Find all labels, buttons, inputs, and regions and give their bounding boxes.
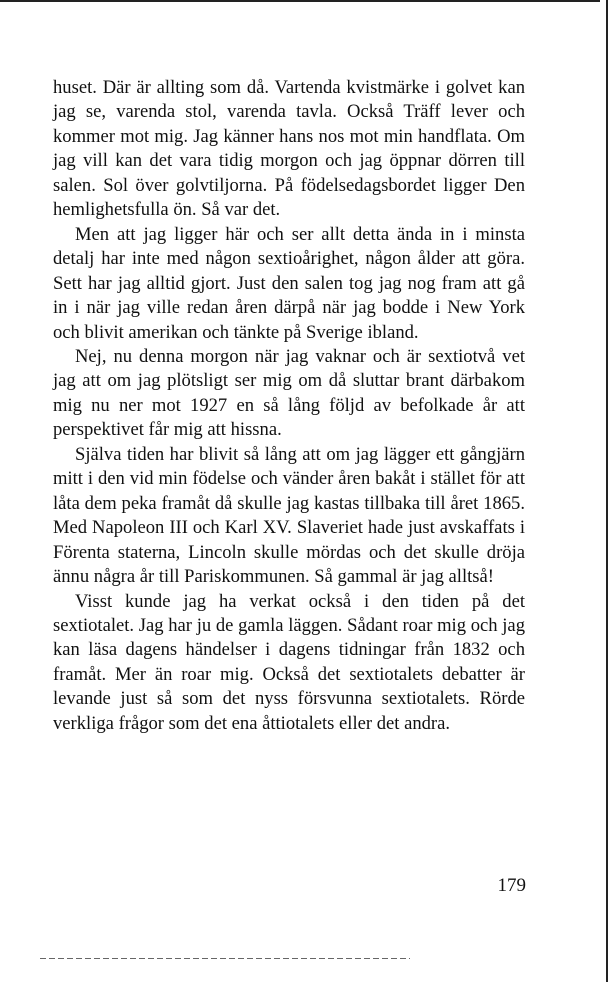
paragraph-5: Visst kunde jag ha verkat också i den tiden på det sextiotalet. Jag har ju de gamla läggen. Sådant roar mig och jag kan läsa dagens händelser i dagens tidningar från 1832 och framåt. Mer än roar mig. Också det sextiotalets debatter är levande just så som det nyss försvunna sextiotalets. Rörde verkliga frågor som det ena åttiotalets eller det andra. <box>53 590 525 734</box>
scan-bottom-artifact <box>40 958 410 959</box>
body-text <box>53 76 525 736</box>
paragraph-1: huset. Där är allting som då. Vartenda kvistmärke i golvet kan jag se, varenda stol, varenda tavla. Också Träff lever och kommer mot mig. Jag känner hans nos mot min handflata. Om jag vill kan det vara tidig morgon och jag öppnar dörren till salen. Sol över golvtiljorna. På födelsedagsbordet ligger Den hemlighetsfulla ön. Så var det. <box>53 77 525 221</box>
page-number: 179 <box>497 875 526 896</box>
paragraph-3: Nej, nu denna morgon när jag vaknar och är sextiotvå vet jag att om jag plötsligt ser mig om då sluttar brant därbakom mig nu ner mot 1927 en så lång följd av befolkade år att perspektivet får mig att hissna. <box>53 345 525 441</box>
page-top-border <box>0 0 600 2</box>
paragraph-4: Själva tiden har blivit så lång att om jag lägger ett gångjärn mitt i den vid min födelse och vänder åren bakåt i stället för att låta dem peka framåt då skulle jag kastas tillbaka till året 1865. Med Napoleon III och Karl XV. Slaveriet hade just avskaffats i Förenta staterna, Lincoln skulle mördas och det skulle dröja ännu några år till Pariskommunen. Så gammal är jag alltså! <box>53 443 525 588</box>
paragraph-2: Men att jag ligger här och ser allt detta ända in i minsta detalj har inte med någon sextioårighet, någon ålder att göra. Sett har jag alltid gjort. Just den salen tog jag nog fram att gå in i när jag ville redan åren därpå när jag bodde i New York och blivit amerikan och tänkte på Sverige ibland. <box>53 223 525 343</box>
